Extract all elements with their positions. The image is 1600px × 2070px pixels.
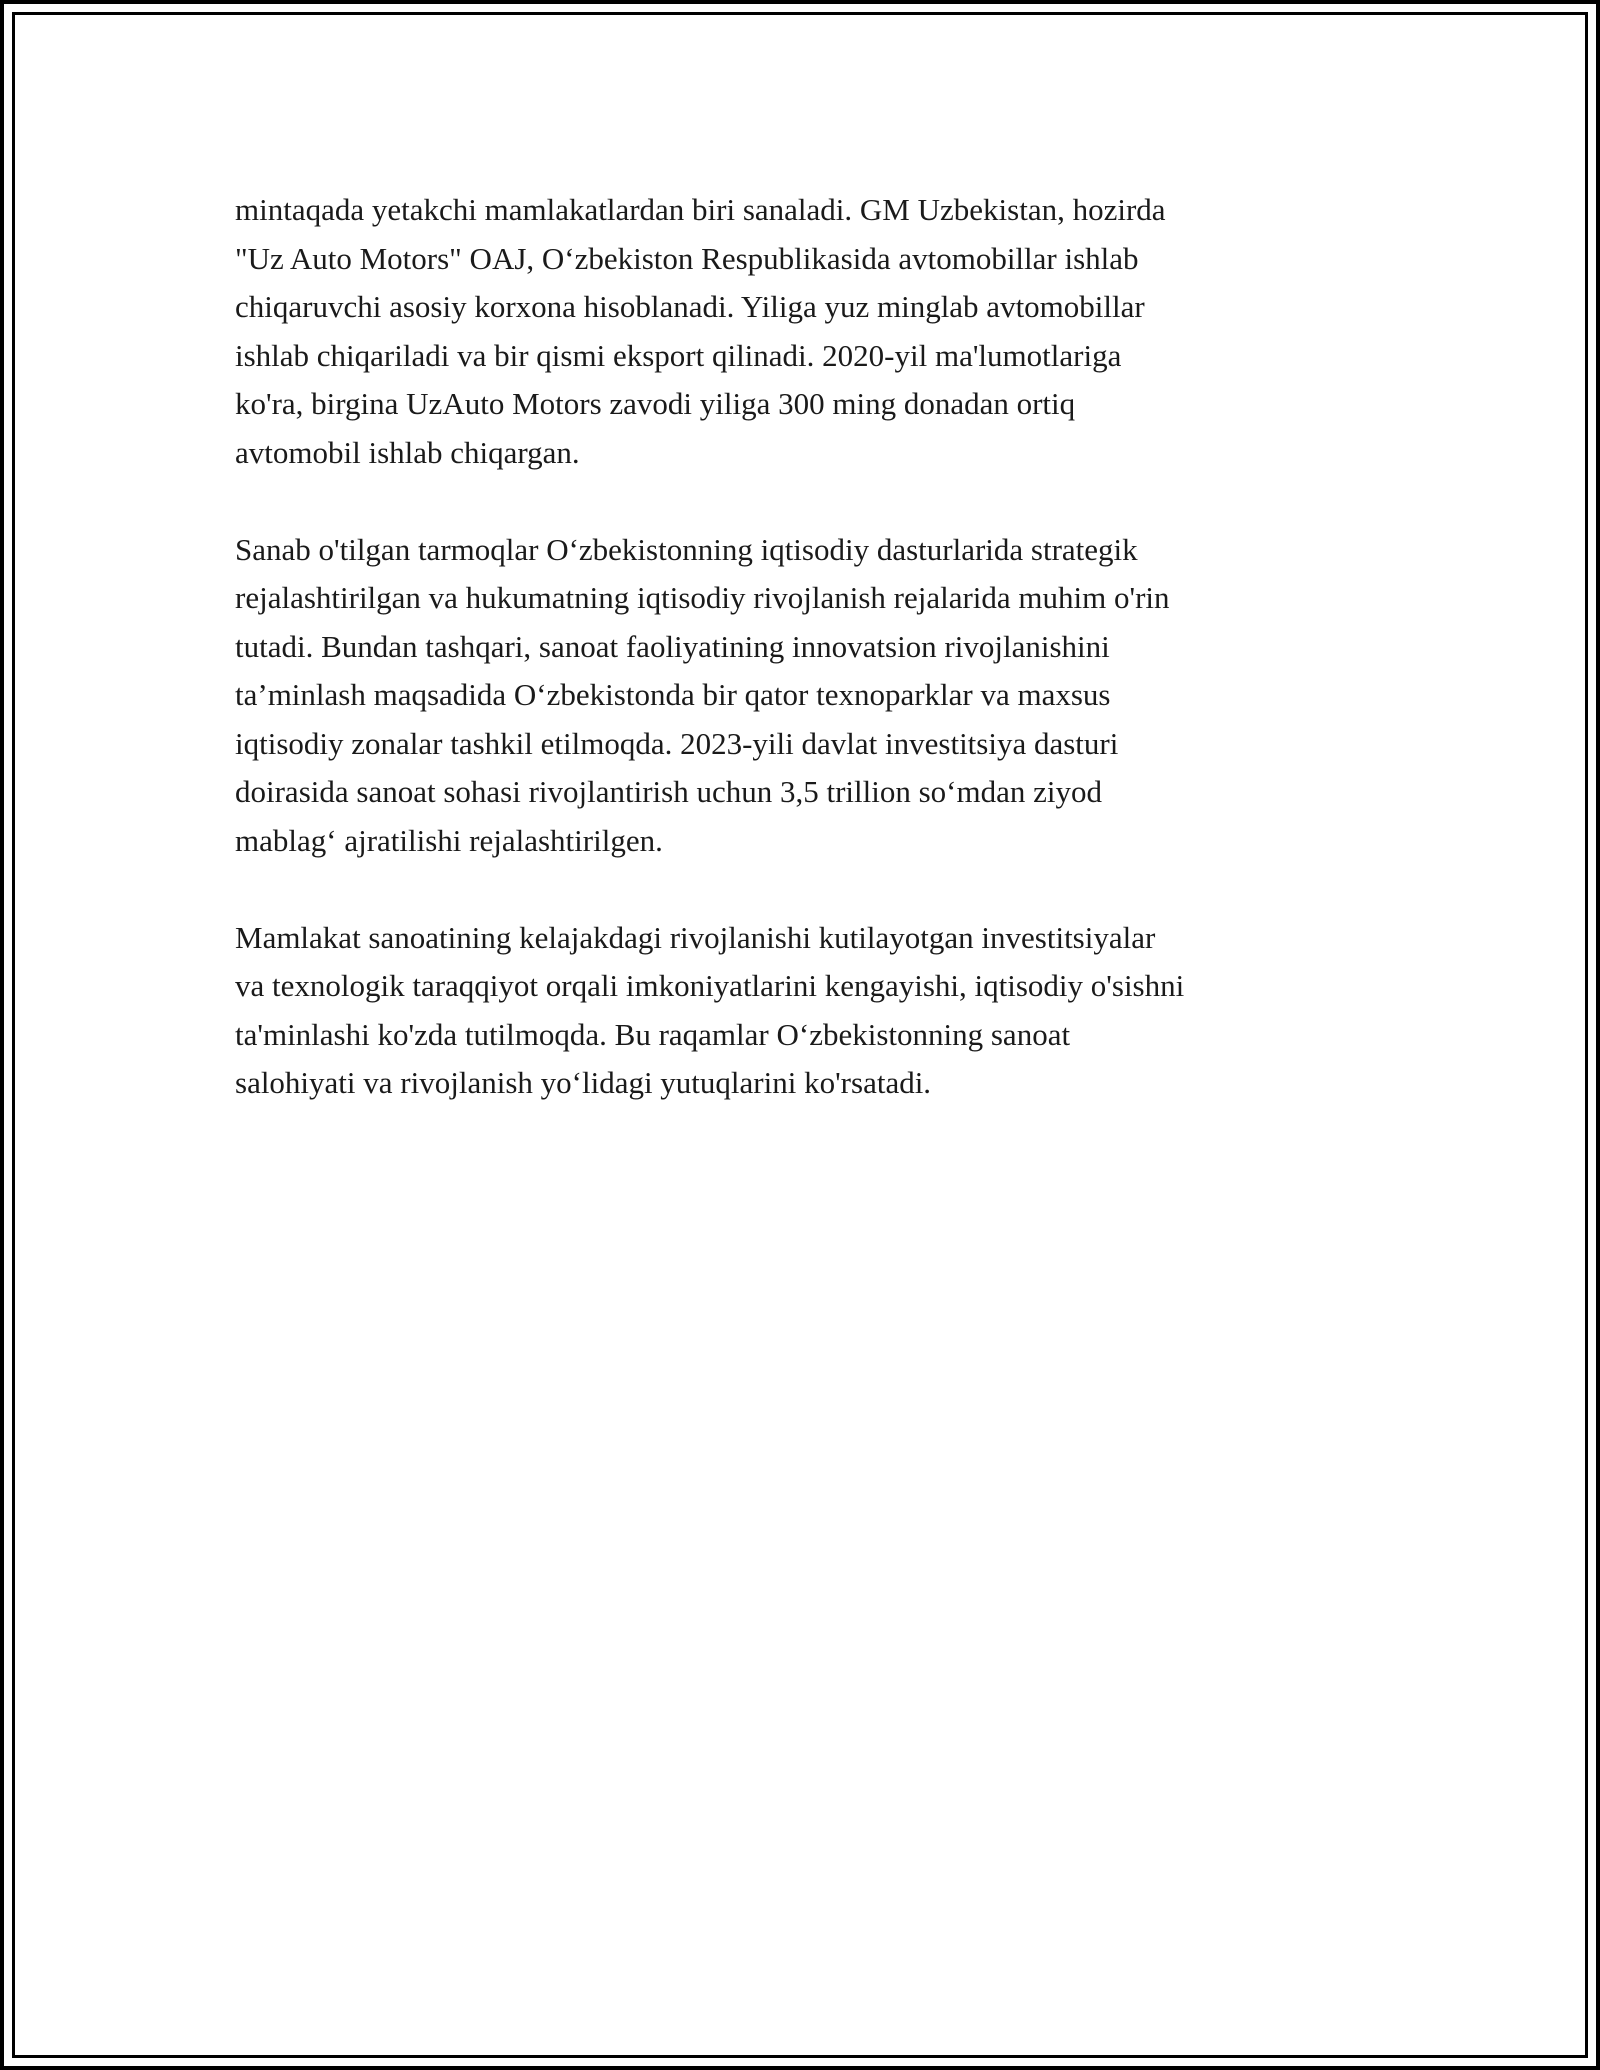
text-line: chiqaruvchi asosiy korxona hisoblanadi. Yiliga yuz minglab avtomobillar [235, 289, 1145, 324]
text-line: "Uz Auto Motors" OAJ, O‘zbekiston Respublikasida avtomobillar ishlab [235, 240, 1139, 276]
text-line: ta’minlash maqsadida O‘zbekistonda bir qator texnoparklar va maxsus [235, 677, 1111, 712]
text-line: salohiyati va rivojlanish yo‘lidagi yutuqlarini ko'rsatadi. [235, 1065, 932, 1100]
text-line: rejalashtirilgan va hukumatning iqtisodiy rivojlanish rejalarida muhim o'rin [235, 580, 1170, 615]
text-line: doirasida sanoat sohasi rivojlantirish uchun 3,5 trillion so‘mdan ziyod [235, 774, 1103, 809]
text-line: va texnologik taraqqiyot orqali imkoniyatlarini kengayishi, iqtisodiy o'sishni [235, 968, 1185, 1003]
text-line: ko'ra, birgina UzAuto Motors zavodi yiliga 300 ming donadan ortiq [235, 386, 1076, 421]
paragraph-future [235, 914, 1375, 1108]
text-line: mintaqada yetakchi mamlakatlardan biri sanaladi. GM Uzbekistan, hozirda [235, 192, 1166, 227]
paragraph-automotive [235, 186, 1375, 477]
text-line: ta'minlashi ko'zda tutilmoqda. Bu raqamlar O‘zbekistonning sanoat [235, 1016, 1071, 1052]
paragraph-strategy [235, 526, 1375, 866]
text-line: Mamlakat sanoatining kelajakdagi rivojlanishi kutilayotgan investitsiyalar [235, 919, 1156, 955]
text-line: tutadi. Bundan tashqari, sanoat faoliyatining innovatsion rivojlanishini [235, 628, 1110, 664]
text-line: mablag‘ ajratilishi rejalashtirilgen. [235, 822, 663, 858]
text-line: Sanab o'tilgan tarmoqlar O‘zbekistonning iqtisodiy dasturlarida strategik [235, 531, 1138, 567]
text-line: ishlab chiqariladi va bir qismi eksport qilinadi. 2020-yil ma'lumotlariga [235, 337, 1122, 373]
document-body [235, 186, 1375, 1156]
text-line: iqtisodiy zonalar tashkil etilmoqda. 2023-yili davlat investitsiya dasturi [235, 725, 1119, 761]
text-line: avtomobil ishlab chiqargan. [235, 434, 580, 470]
